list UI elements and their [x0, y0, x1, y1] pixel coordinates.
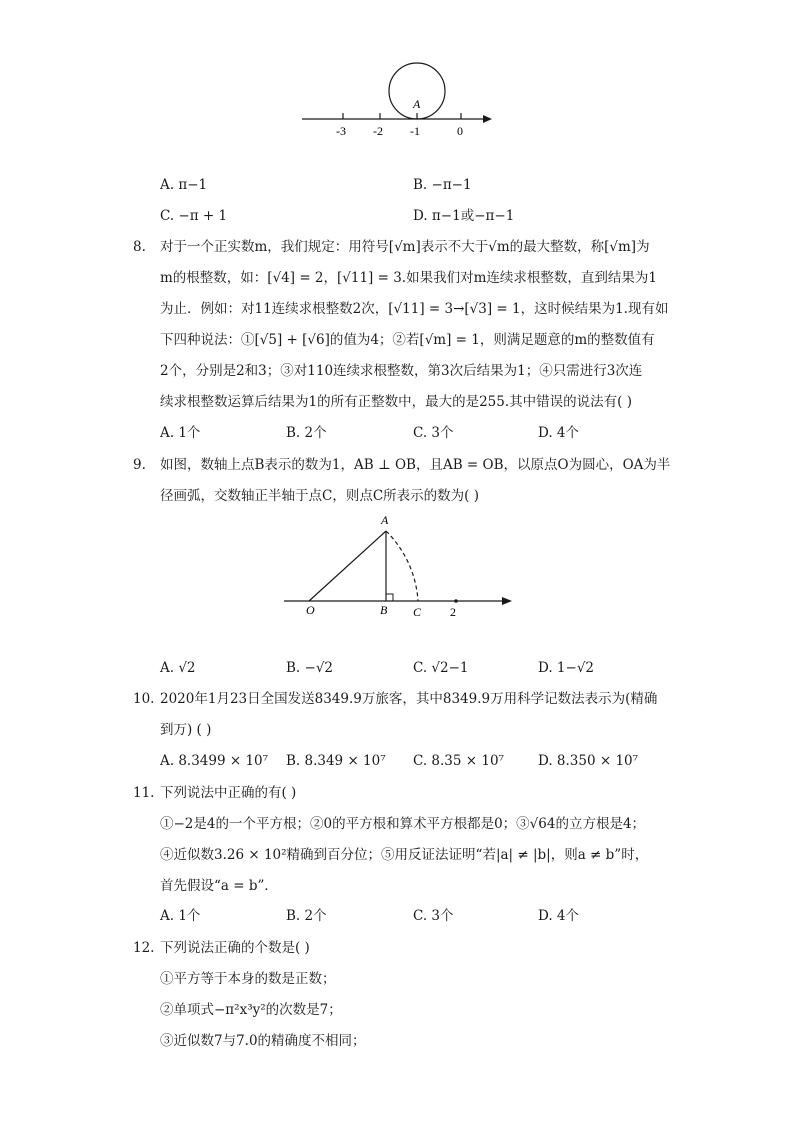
q8-option-c[interactable]: C. 3个: [413, 425, 454, 441]
q11-text-line: ①−2是4的一个平方根；②0的平方根和算术平方根都是0；③√64的立方根是4；: [160, 816, 646, 832]
q9-number: 9.: [133, 457, 146, 473]
q11-option-a[interactable]: A. 1个: [160, 908, 201, 924]
q10-text-line: 2020年1月23日全国发送8349.9万旅客，其中8349.9万用科学记数法表示为(精确: [160, 691, 658, 707]
q10-option-a[interactable]: A. 8.3499 × 10⁷: [160, 753, 269, 769]
point-c-label: C: [413, 605, 422, 619]
axis-arrow-icon: [483, 115, 492, 123]
segment-oa: [309, 531, 386, 601]
q8-option-a[interactable]: A. 1个: [160, 425, 201, 441]
q8-option-d[interactable]: D. 4个: [538, 425, 580, 441]
q8-text-line: 为止．例如：对11连续求根整数2次，[√11] = 3→[√3] = 1，这时候结果为1.现有如: [160, 301, 669, 317]
q7-option-d[interactable]: D. π−1或−π−1: [413, 208, 515, 224]
q12-text-line: 下列说法正确的个数是( ): [160, 940, 310, 956]
q12-text-line: ①平方等于本身的数是正数；: [160, 971, 336, 987]
q8-text-line: 2个，分别是2和3；③对110连续求根整数，第3次后结果为1；④只需进行3次连: [160, 363, 643, 379]
q11-option-c[interactable]: C. 3个: [413, 908, 454, 924]
q7-option-c[interactable]: C. −π + 1: [160, 208, 228, 224]
point-a-label: A: [381, 513, 389, 527]
q11-option-d[interactable]: D. 4个: [538, 908, 580, 924]
q8-text-line: 对于一个正实数m，我们规定：用符号[√m]表示不大于√m的最大整数，称[√m]为: [160, 239, 650, 255]
q10-text-line: 到万) ( ): [160, 722, 212, 738]
q11-option-b[interactable]: B. 2个: [286, 908, 327, 924]
point-2-dot: [454, 599, 458, 603]
q8-text-line: 续求根整数运算后结果为1的所有正整数中，最大的是255.其中错误的说法有( ): [160, 394, 632, 410]
tick-label: -3: [336, 124, 346, 138]
q12-number: 12.: [133, 940, 155, 956]
number-line-circle-figure: [296, 58, 502, 140]
q8-number: 8.: [133, 239, 146, 255]
q7-option-b[interactable]: B. −π−1: [413, 177, 472, 193]
axis-arrow-icon: [502, 597, 512, 605]
q12-text-line: ②单项式−π²x³y²的次数是7；: [160, 1002, 342, 1018]
q8-text-line: 下四种说法：①[√5] + [√6]的值为4；②若[√m] = 1，则满足题意的m的整数值有: [160, 332, 655, 348]
tick-label: -1: [410, 124, 420, 138]
tick-label-2: 2: [450, 605, 456, 619]
right-angle-mark: [386, 594, 393, 601]
point-o-label: O: [306, 603, 315, 617]
point-b-label: B: [380, 603, 388, 617]
q9-text-line: 径画弧，交数轴正半轴于点C，则点C所表示的数为( ): [160, 488, 479, 504]
point-a-label: A: [413, 97, 421, 111]
q9-option-b[interactable]: B. −√2: [286, 660, 334, 676]
q10-option-d[interactable]: D. 8.350 × 10⁷: [538, 753, 639, 769]
q9-option-a[interactable]: A. √2: [160, 660, 196, 676]
tick-label: -2: [373, 124, 383, 138]
q12-text-line: ③近似数7与7.0的精确度不相同；: [160, 1033, 366, 1049]
q11-number: 11.: [133, 785, 155, 801]
q11-text-line: ④近似数3.26 × 10²精确到百分位；⑤用反证法证明“若|a| ≠ |b|，则a ≠ b”时，: [160, 847, 649, 863]
q9-text-line: 如图，数轴上点B表示的数为1，AB ⊥ OB，且AB = OB，以原点O为圆心，OA为半: [160, 457, 671, 473]
q8-option-b[interactable]: B. 2个: [286, 425, 327, 441]
q9-option-c[interactable]: C. √2−1: [413, 660, 469, 676]
q7-option-a[interactable]: A. π−1: [160, 177, 208, 193]
tick-label: 0: [457, 124, 463, 138]
q9-option-d[interactable]: D. 1−√2: [538, 660, 595, 676]
q11-text-line: 首先假设“a = b”．: [160, 878, 278, 894]
q10-option-c[interactable]: C. 8.35 × 10⁷: [413, 753, 504, 769]
q8-text-line: m的根整数，如：[√4] = 2，[√11] = 3.如果我们对m连续求根整数，直到结果为1: [160, 270, 657, 286]
triangle-arc-figure: [278, 510, 518, 622]
q10-number: 10.: [133, 691, 155, 707]
dashed-arc: [386, 531, 418, 601]
q11-text-line: 下列说法中正确的有( ): [160, 785, 297, 801]
q10-option-b[interactable]: B. 8.349 × 10⁷: [286, 753, 386, 769]
